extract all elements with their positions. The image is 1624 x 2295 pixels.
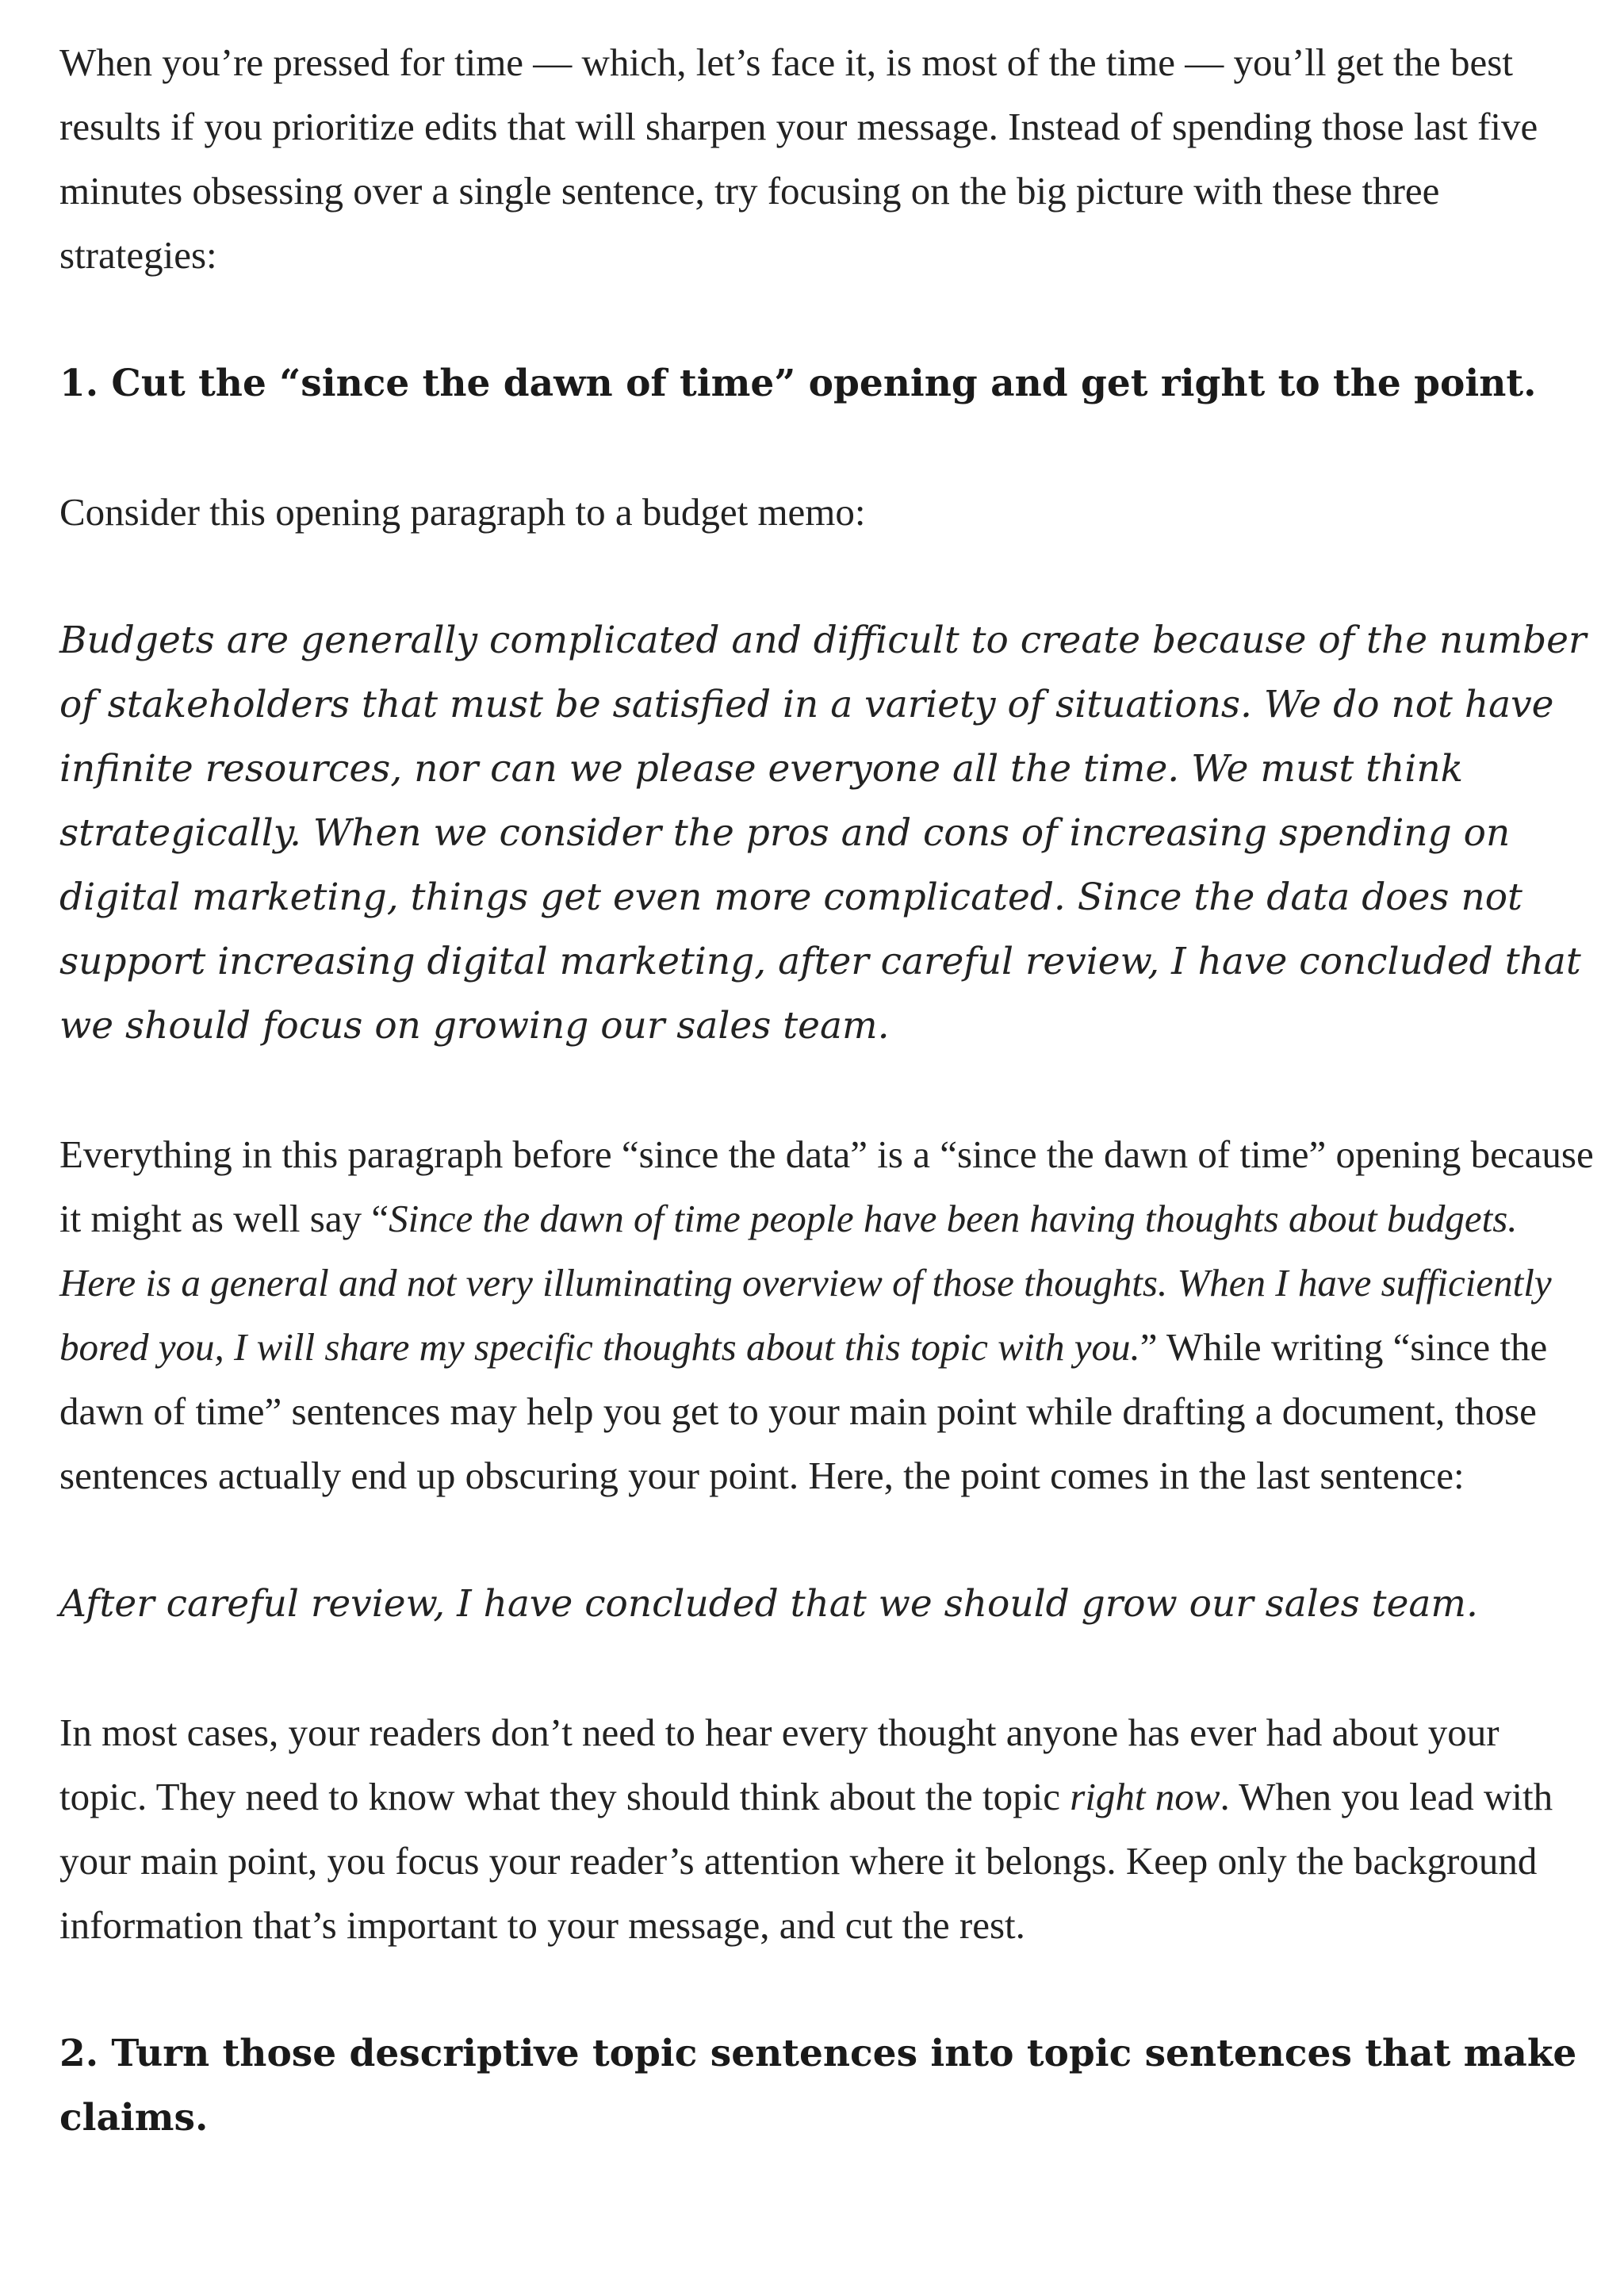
readers-text-1: In most cases, your readers don’t need to hear every thought anyone has ever had about your topic. They need to know what they should think about the topic [59,1711,1500,1818]
strategy-heading-2: 2. Turn those descriptive topic sentences into topic sentences that make claims. [59,2032,1577,2140]
consider-paragraph: Consider this opening paragraph to a budget memo: [59,490,866,534]
readers-italic-text: right now [1070,1775,1220,1818]
readers-paragraph [59,1700,1594,1957]
explanation-text-2: ” While writing “since the dawn of time” sentences may help you get to your main point while drafting a document, those sentences actually end up obscuring your point. Here, the point comes in the last sentence: [59,1325,1548,1497]
explanation-italic-text: Since the dawn of time people have been having thoughts about budgets. Here is a general and not very illuminating overview of those thoughts. When I have sufficiently bored you, I will share my specific thoughts about this topic with you. [59,1197,1552,1369]
memo-example-paragraph: Budgets are generally complicated and difficult to create because of the number of stakeholders that must be satisfied in a variety of situations. We do not have infinite resources, nor can we please everyone all the time. We must think strategically. When we consider the pros and cons of increasing spending on digital marketing, things get even more complicated. Since the data does not support increasing digital marketing, after careful review, I have concluded that we should focus on growing our sales team. [59,619,1587,1048]
strategy-heading-1: 1. Cut the “since the dawn of time” opening and get right to the point. [59,362,1537,405]
explanation-text-1: Everything in this paragraph before “since the data” is a “since the dawn of time” opening because it might as well say “ [59,1132,1594,1240]
intro-paragraph: When you’re pressed for time — which, let’s face it, is most of the time — you’ll get the best results if you prioritize edits that will sharpen your message. Instead of spending those last five minutes obsessing over a single sentence, try focusing on the big picture with these three strategies: [59,40,1538,277]
readers-text-2: . When you lead with your main point, you focus your reader’s attention where it belongs. Keep only the background information that’s important to your message, and cut the rest. [59,1775,1553,1947]
article-body [59,30,1594,2214]
conclusion-example-paragraph: After careful review, I have concluded that we should grow our sales team. [59,1582,1478,1626]
explanation-paragraph [59,1122,1594,1508]
